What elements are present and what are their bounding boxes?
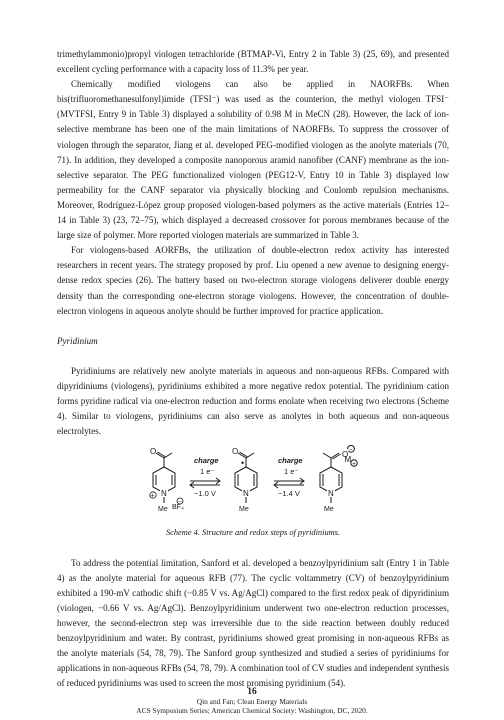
atom-O-3: O: [342, 450, 349, 460]
atom-N-1: N: [161, 489, 167, 499]
paragraph-1: trimethylammonio)propyl viologen tetrachloride (BTMAP-Vi, Entry 2 in Table 3) (25, 69), and presented excellent cycling performance with a capacity loss of 11.3% per year.: [57, 49, 449, 75]
methyl-label-2: Me: [239, 506, 249, 514]
metal-cation-label: M: [344, 455, 352, 465]
arrow1-charge-label: charge: [194, 456, 219, 466]
minus-charge-2: −: [349, 446, 353, 454]
paragraph-3: For viologens-based AORFBs, the utilization of double-electron redox activity has interested researchers in recent years. The strategy proposed by prof. Liu opened a new avenue to designing energy-dense redox species (26). The battery based on two-electron storage viologens deliverer double energy density than the corresponding one-electron storage viologens. However, the concentration of double-electron viologens in aqueous anolyte should be further improved for practice application.: [57, 245, 449, 316]
atom-N-3: N: [328, 489, 334, 499]
plus-charge: +: [150, 493, 155, 501]
paragraph-5: To address the potential limitation, Sanford et al. developed a benzoylpyridinium salt (Entry 1 in Table 4) as the anolyte material for aqueous RFB (77). The cyclic voltammetry (CV) of benzoylpyridinium exhibited a 190-mV cathodic shift (−0.85 V vs. Ag/AgCl) compared to the first redox peak of dipyridinium (viologen, −0.66 V vs. Ag/AgCl). Benzoylpyridinium underwent two one-electron reduction processes, however, the second-electron step was irreversible due to the side reaction between doubly reduced benzoylpyridinium and water. By contrast, pyridiniums showed great promising in non-aqueous RFBs as the anolyte materials (54, 78, 79). The Sanford group synthesized and studied a series of pyridiniums for applications in non-aqueous RFBs (54, 78, 79). A combination tool of CV studies and independent synthesis of reduced pyridiniums was used to screen the most promising pyridinium (54).: [57, 557, 449, 689]
counterion-label: BF₄: [172, 504, 184, 512]
atom-N-2: N: [243, 489, 249, 499]
section-heading-pyridinium: Pyridinium: [57, 335, 98, 346]
page-number: 16: [247, 687, 257, 697]
minus-charge-1: −: [178, 498, 182, 506]
arrow1-electron-label: 1 e⁻: [200, 467, 215, 477]
methyl-label-1: Me: [158, 506, 168, 514]
scheme-caption: Scheme 4. Structure and redox steps of pyridiniums.: [165, 528, 341, 538]
footer-citation-line-2: ACS Symposium Series; American Chemical Society: Washington, DC, 2020.: [136, 706, 368, 715]
footer-citation-line-1: Qin and Fan; Clean Energy Materials: [196, 697, 308, 706]
atom-O-2: O: [232, 447, 239, 457]
body-text: [57, 47, 449, 691]
scheme-4-figure: [138, 445, 368, 521]
arrow2-charge-label: charge: [278, 456, 303, 466]
arrow2-electron-label: 1 e⁻: [284, 467, 299, 477]
plus-charge-2: +: [352, 462, 356, 469]
methyl-label-3: Me: [324, 506, 334, 514]
page-footer: [0, 688, 504, 715]
paragraph-4: Pyridiniums are relatively new anolyte materials in aqueous and non-aqueous RFBs. Compared with dipyridiniums (viologens), pyridiniums exhibited a more negative redox potential. The pyridinium cation forms pyridine radical via one-electron reduction and forms enolate when receiving two electrons (Scheme 4). Similar to viologens, pyridiniums can also serve as anolytes in both aqueous and non-aqueous electrolytes.: [57, 365, 449, 437]
arrow1-potential-label: −1.0 V: [194, 489, 216, 499]
paragraph-2: Chemically modified viologens can also be applied in NAORFBs. When bis(trifluoromethanesulfonyl)imide (TFSI⁻) was used as the counterion, the methyl viologen TFSI⁻ (MVTFSI, Entry 9 in Table 3) displayed a solubility of 0.98 M in MeCN (28). However, the lack of ion-selective membrane has been one of the main limitations of NAORFBs. To suppress the crossover of viologen through the separator, Jiang et al. developed PEG-modified viologen as the anolyte materials (70, 71). In addition, they developed a composite nanoporous aramid nanofiber (CANF) membrane as the ion-selective separator. The PEG functionalized viologen (PEG12-V, Entry 10 in Table 3) displayed low permeability for the CANF separator via physically blocking and Coulomb repulsion mechanisms. Moreover, Rodríguez-López group proposed viologen-based polymers as the active materials (Entries 12–14 in Table 3) (23, 72–75), which displayed a decreased crossover for porous membranes because of the large size of polymer. More reported viologen materials are summarized in Table 3.: [57, 79, 449, 241]
arrow2-potential-label: −1.4 V: [278, 489, 300, 499]
atom-O-1: O: [150, 447, 157, 457]
radical-dot: •: [241, 458, 245, 469]
